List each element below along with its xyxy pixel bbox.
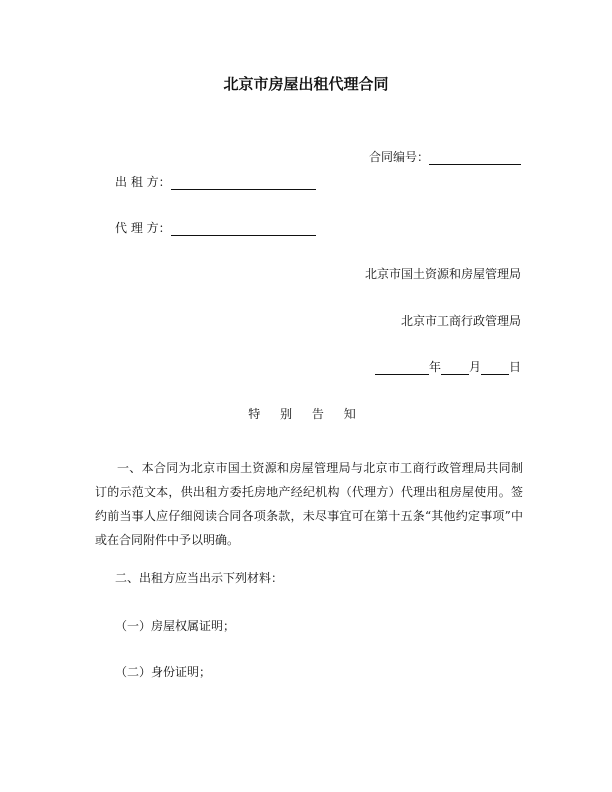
notice-paragraph-1: 一、本合同为北京市国土资源和房屋管理局与北京市工商行政管理局共同制订的示范文本，供出租方委托房地产经纪机构（代理方）代理出租房屋使用。签约前当事人应仔细阅读合同各项条款，未尽事宜可在第十五条“其他约定事项”中或在合同附件中予以明确。 [95, 461, 523, 547]
contract-number-blank[interactable] [429, 152, 521, 165]
notice-paragraph-2: 二、出租方应当出示下列材料： [115, 571, 284, 585]
agent-blank[interactable] [171, 223, 316, 236]
material-item-2: （二）身份证明； [115, 665, 212, 679]
month-label: 月 [468, 360, 481, 374]
agent-label: 代 理 方： [115, 221, 171, 235]
contract-number-line [369, 149, 521, 165]
notice-heading: 特 别 告 知 [248, 407, 364, 421]
agent-line [115, 220, 316, 236]
date-line [375, 359, 521, 375]
year-blank[interactable] [375, 362, 429, 375]
month-blank[interactable] [441, 362, 469, 375]
contract-number-label: 合同编号： [368, 150, 429, 164]
day-blank[interactable] [481, 362, 509, 375]
issuer-housing-bureau: 北京市国土资源和房屋管理局 [364, 267, 521, 281]
issuer-commerce-bureau: 北京市工商行政管理局 [400, 314, 521, 328]
year-label: 年 [428, 360, 441, 374]
material-item-1: （一）房屋权属证明； [115, 619, 236, 633]
document-title: 北京市房屋出租代理合同 [223, 75, 389, 93]
lessor-line [115, 174, 316, 190]
lessor-label: 出 租 方： [115, 175, 171, 189]
lessor-blank[interactable] [171, 177, 316, 190]
day-label: 日 [508, 360, 521, 374]
